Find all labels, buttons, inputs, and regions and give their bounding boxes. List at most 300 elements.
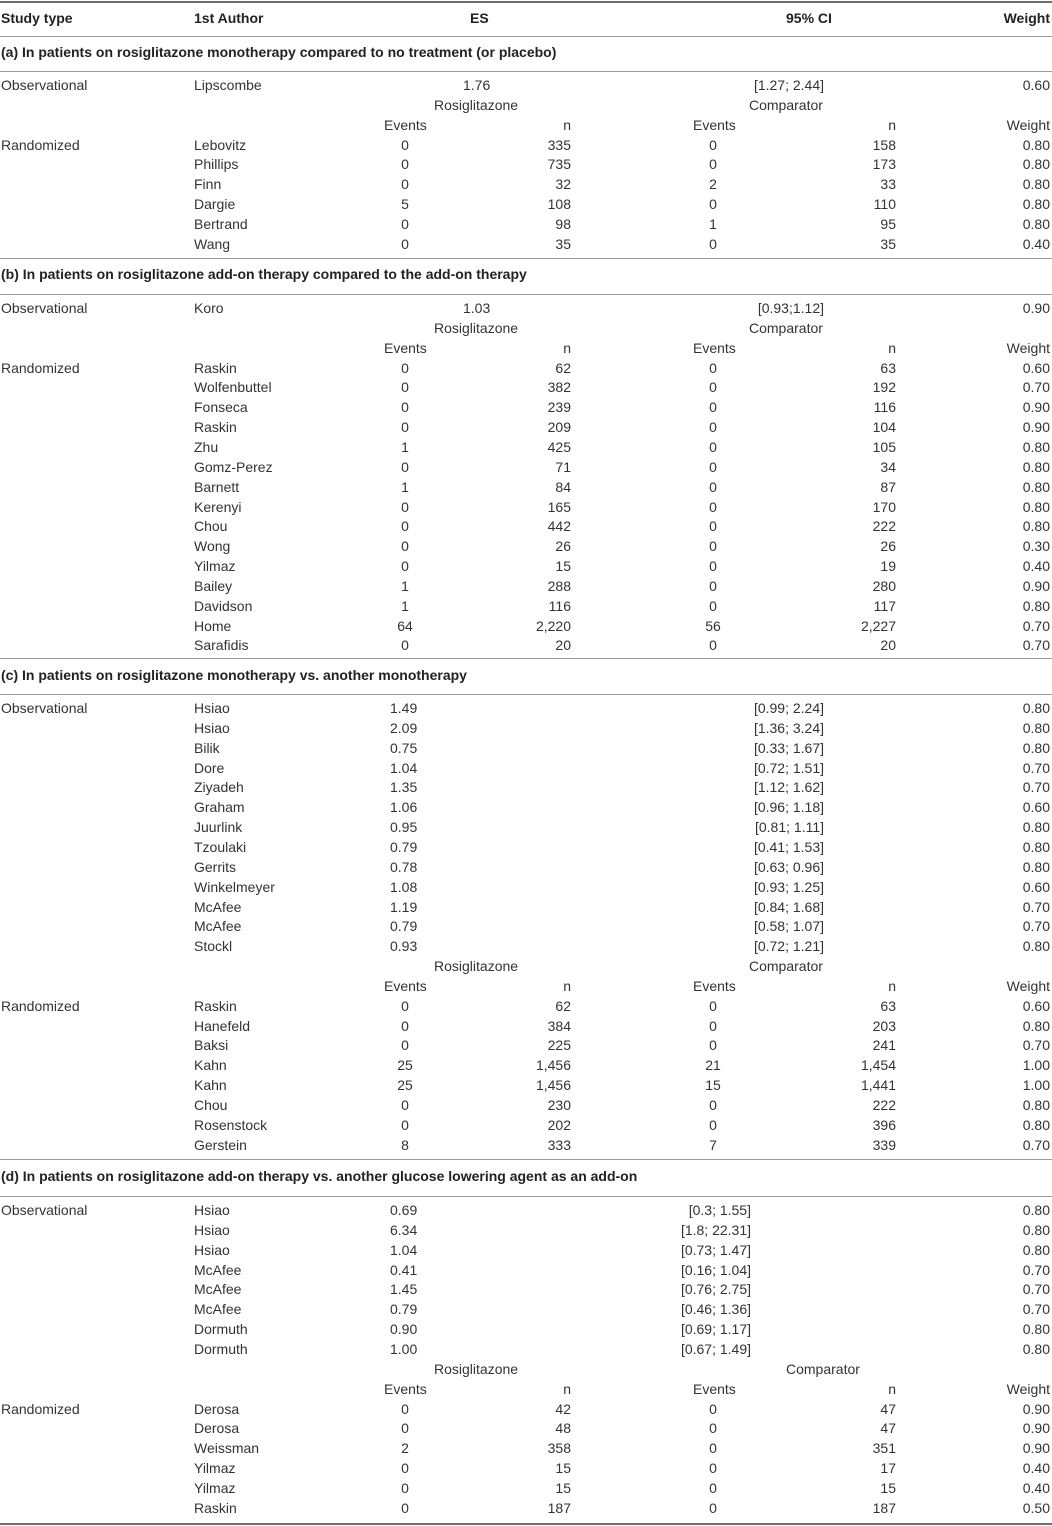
- ci-cell: [0.3; 1.55]: [688, 1202, 751, 1218]
- weight-cell: 0.80: [1022, 1202, 1050, 1218]
- author-cell: Gerrits: [194, 858, 236, 875]
- table-row: [0, 195, 1052, 215]
- comparator-n-cell: 110: [873, 196, 896, 213]
- es-cell: 1.00: [390, 1340, 418, 1357]
- comparator-n-cell: 1,454: [860, 1057, 896, 1074]
- weight-cell: 0.90: [1022, 419, 1050, 436]
- ci-cell: [1.12; 1.62]: [753, 779, 824, 796]
- author-cell: Kerenyi: [194, 498, 242, 515]
- column-subheading-row: [0, 116, 1052, 136]
- rosiglitazone-n-cell: 116: [548, 597, 571, 614]
- comparator-n-cell: 2,227: [860, 617, 896, 634]
- n-label: n: [888, 116, 896, 133]
- weight-cell: 0.40: [1022, 1460, 1050, 1477]
- weight-cell: 0.80: [1022, 938, 1050, 955]
- ci-cell: [0.69; 1.17]: [680, 1321, 751, 1338]
- section-title: (a) In patients on rosiglitazone monotherapy compared to no treatment (or placebo): [1, 44, 557, 60]
- author-cell: Kahn: [194, 1057, 227, 1074]
- comparator-n-cell: 117: [873, 597, 896, 614]
- comparator-events-cell: 0: [709, 419, 717, 436]
- comparator-label: Comparator: [749, 958, 823, 975]
- rosiglitazone-events-cell: 5: [401, 196, 409, 213]
- rosiglitazone-n-cell: 187: [547, 1499, 571, 1516]
- ci-cell: [0.93; 1.25]: [753, 878, 824, 895]
- table-row: [0, 636, 1052, 656]
- table-row: [0, 1056, 1052, 1076]
- n-label: n: [888, 1380, 896, 1397]
- weight-cell: 0.70: [1022, 1037, 1050, 1054]
- table-row: [0, 1201, 1052, 1221]
- author-cell: Finn: [194, 176, 222, 193]
- rosiglitazone-events-cell: 0: [401, 235, 409, 252]
- rosiglitazone-events-cell: 0: [401, 1499, 409, 1516]
- weight-cell: 0.80: [1022, 176, 1050, 193]
- table-row: [0, 1241, 1052, 1261]
- weight-cell: 0.80: [1022, 597, 1050, 614]
- author-cell: Yilmaz: [194, 1479, 236, 1496]
- table-row: [0, 136, 1052, 156]
- comparator-events-cell: 21: [705, 1057, 721, 1074]
- ci-cell: [0.73; 1.47]: [680, 1241, 751, 1258]
- rosiglitazone-n-cell: 288: [547, 577, 571, 594]
- rosiglitazone-events-cell: 64: [397, 617, 413, 634]
- ci-cell: [0.58; 1.07]: [753, 918, 824, 935]
- table-rule: [0, 294, 1052, 295]
- table-row: [0, 498, 1052, 518]
- column-subheading-row: [0, 1380, 1052, 1400]
- weight-cell: 0.80: [1022, 1017, 1050, 1034]
- author-cell: McAfee: [194, 918, 242, 935]
- comparator-events-cell: 0: [709, 235, 717, 252]
- es-cell: 0.90: [390, 1321, 418, 1338]
- rosiglitazone-events-cell: 1: [401, 478, 409, 495]
- comparator-events-cell: 0: [709, 1017, 717, 1034]
- table-row: [0, 235, 1052, 255]
- es-cell: 2.09: [390, 719, 418, 736]
- rosiglitazone-events-cell: 0: [401, 1017, 409, 1034]
- ci-cell: [0.41; 1.53]: [753, 838, 824, 855]
- comparator-events-cell: 0: [709, 1460, 717, 1477]
- n-label: n: [888, 339, 896, 356]
- study-type-label: Randomized: [1, 997, 80, 1014]
- weight-cell: 0.80: [1022, 136, 1050, 153]
- rosiglitazone-n-cell: 165: [547, 498, 571, 515]
- ci-cell: [0.99; 2.24]: [753, 700, 824, 716]
- comparator-n-cell: 280: [872, 577, 896, 594]
- weight-cell: 0.80: [1022, 1340, 1050, 1357]
- table-rule: [0, 1196, 1052, 1197]
- author-cell: Baksi: [194, 1037, 229, 1054]
- group-heading-row: [0, 96, 1052, 116]
- comparator-n-cell: 396: [872, 1116, 896, 1133]
- table-row: [0, 739, 1052, 759]
- rosiglitazone-events-cell: 0: [401, 215, 409, 232]
- rosiglitazone-events-cell: 0: [401, 1037, 409, 1054]
- ci-cell: [0.33; 1.67]: [753, 739, 824, 756]
- rosiglitazone-n-cell: 20: [555, 637, 571, 654]
- author-cell: Hsiao: [194, 1221, 230, 1238]
- ci-cell: [1.27; 2.44]: [753, 77, 824, 93]
- author-cell: Gomz-Perez: [194, 458, 273, 475]
- comparator-n-cell: 17: [880, 1460, 896, 1477]
- table-row: [0, 1320, 1052, 1340]
- author-cell: Phillips: [194, 156, 239, 173]
- events-label: Events: [384, 977, 427, 994]
- table-row: [0, 438, 1052, 458]
- table-row: [0, 1017, 1052, 1037]
- rosiglitazone-events-cell: 0: [401, 1420, 409, 1437]
- table-row: [0, 359, 1052, 379]
- comparator-n-cell: 63: [880, 997, 896, 1014]
- rosiglitazone-events-cell: 25: [397, 1077, 413, 1094]
- es-cell: 1.06: [390, 799, 418, 816]
- es-cell: 0.79: [390, 918, 418, 935]
- rosiglitazone-n-cell: 333: [547, 1136, 571, 1153]
- group-heading-row: [0, 1360, 1052, 1380]
- study-type-label: Randomized: [1, 136, 80, 153]
- weight-cell: 0.90: [1022, 1440, 1050, 1457]
- author-cell: Lipscombe: [194, 77, 262, 93]
- ci-cell: [0.72; 1.51]: [753, 759, 824, 776]
- table-rule: [0, 1523, 1052, 1525]
- table-row: [0, 917, 1052, 937]
- es-cell: 0.93: [390, 938, 418, 955]
- author-cell: Raskin: [194, 359, 237, 376]
- author-cell: Yilmaz: [194, 1460, 236, 1477]
- section-title: (b) In patients on rosiglitazone add-on therapy compared to the add-on therapy: [1, 266, 527, 282]
- author-cell: Juurlink: [194, 819, 243, 836]
- comparator-n-cell: 173: [872, 156, 896, 173]
- author-cell: Hsiao: [194, 1202, 230, 1218]
- author-cell: Fonseca: [194, 399, 248, 416]
- comparator-label: Comparator: [749, 319, 823, 336]
- comparator-events-cell: 1: [709, 215, 717, 232]
- table-rule: [0, 36, 1052, 37]
- author-cell: Winkelmeyer: [194, 878, 275, 895]
- table-row: [0, 155, 1052, 175]
- es-cell: 0.78: [390, 858, 418, 875]
- weight-cell: 0.80: [1022, 700, 1050, 716]
- table-row: [0, 1036, 1052, 1056]
- table-rule: [0, 658, 1052, 659]
- table-row: [0, 299, 1052, 319]
- author-cell: Ziyadeh: [194, 779, 244, 796]
- es-cell: 0.69: [390, 1202, 418, 1218]
- table-row: [0, 1479, 1052, 1499]
- weight-cell: 0.40: [1022, 235, 1050, 252]
- ci-cell: [0.16; 1.04]: [680, 1261, 751, 1278]
- weight-label: Weight: [1006, 116, 1050, 133]
- header-ci: 95% CI: [786, 10, 832, 26]
- comparator-events-cell: 15: [705, 1077, 721, 1094]
- comparator-n-cell: 35: [880, 235, 896, 252]
- comparator-events-cell: 0: [709, 1400, 717, 1417]
- table-rule: [0, 258, 1052, 259]
- comparator-n-cell: 63: [880, 359, 896, 376]
- table-rule: [0, 1, 1052, 3]
- weight-cell: 0.70: [1022, 1261, 1050, 1278]
- rosiglitazone-events-cell: 0: [401, 379, 409, 396]
- weight-cell: 0.90: [1022, 399, 1050, 416]
- weight-cell: 0.80: [1022, 1241, 1050, 1258]
- es-cell: 0.79: [390, 1301, 418, 1318]
- author-cell: McAfee: [194, 1261, 242, 1278]
- study-type-label: Observational: [1, 300, 88, 316]
- table-row: [0, 878, 1052, 898]
- table-row: [0, 398, 1052, 418]
- comparator-events-cell: 0: [709, 1479, 717, 1496]
- comparator-events-cell: 0: [709, 1420, 717, 1437]
- n-label: n: [563, 339, 571, 356]
- ci-cell: [0.63; 0.96]: [753, 858, 824, 875]
- events-label: Events: [693, 339, 736, 356]
- table-row: [0, 617, 1052, 637]
- author-cell: Derosa: [194, 1400, 240, 1417]
- weight-label: Weight: [1006, 977, 1050, 994]
- table-row: [0, 76, 1052, 96]
- rosiglitazone-n-cell: 62: [555, 359, 571, 376]
- rosiglitazone-n-cell: 384: [547, 1017, 571, 1034]
- comparator-n-cell: 241: [872, 1037, 896, 1054]
- weight-cell: 0.80: [1022, 196, 1050, 213]
- weight-cell: 0.80: [1022, 1221, 1050, 1238]
- rosiglitazone-n-cell: 358: [547, 1440, 571, 1457]
- table-row: [0, 1116, 1052, 1136]
- rosiglitazone-events-cell: 1: [401, 577, 409, 594]
- comparator-n-cell: 104: [872, 419, 896, 436]
- es-cell: 0.75: [390, 739, 418, 756]
- events-label: Events: [693, 977, 736, 994]
- table-row: [0, 1136, 1052, 1156]
- table-row: [0, 838, 1052, 858]
- rosiglitazone-n-cell: 32: [555, 176, 571, 193]
- weight-cell: 0.50: [1022, 1499, 1050, 1516]
- weight-cell: 0.80: [1022, 819, 1050, 836]
- comparator-events-cell: 0: [709, 637, 717, 654]
- events-label: Events: [384, 116, 427, 133]
- author-cell: McAfee: [194, 1301, 242, 1318]
- comparator-n-cell: 47: [880, 1400, 896, 1417]
- comparator-n-cell: 187: [872, 1499, 896, 1516]
- comparator-n-cell: 116: [873, 399, 896, 416]
- header-weight: Weight: [1003, 10, 1050, 26]
- weight-cell: 0.80: [1022, 156, 1050, 173]
- author-cell: Hsiao: [194, 719, 230, 736]
- comparator-events-cell: 0: [709, 478, 717, 495]
- author-cell: Raskin: [194, 419, 237, 436]
- es-cell: 1.08: [390, 878, 418, 895]
- table-row: [0, 215, 1052, 235]
- ci-cell: [0.84; 1.68]: [753, 898, 824, 915]
- table-row: [0, 997, 1052, 1017]
- rosiglitazone-events-cell: 0: [401, 136, 409, 153]
- table-rule: [0, 71, 1052, 72]
- table-row: [0, 1400, 1052, 1420]
- rosiglitazone-events-cell: 0: [401, 637, 409, 654]
- comparator-events-cell: 0: [709, 577, 717, 594]
- rosiglitazone-n-cell: 84: [555, 478, 571, 495]
- comparator-events-cell: 0: [709, 1440, 717, 1457]
- comparator-events-cell: 0: [709, 597, 717, 614]
- rosiglitazone-events-cell: 1: [401, 438, 409, 455]
- weight-cell: 0.80: [1022, 498, 1050, 515]
- comparator-n-cell: 20: [880, 637, 896, 654]
- comparator-events-cell: 0: [709, 1116, 717, 1133]
- weight-cell: 0.80: [1022, 458, 1050, 475]
- weight-cell: 0.70: [1022, 759, 1050, 776]
- comparator-n-cell: 203: [872, 1017, 896, 1034]
- es-cell: 0.41: [390, 1261, 418, 1278]
- ci-cell: [1.8; 22.31]: [680, 1221, 751, 1238]
- rosiglitazone-events-cell: 0: [401, 359, 409, 376]
- rosiglitazone-n-cell: 15: [555, 558, 571, 575]
- author-cell: Lebovitz: [194, 136, 247, 153]
- ci-cell: [0.96; 1.18]: [753, 799, 824, 816]
- author-cell: Gerstein: [194, 1136, 247, 1153]
- table-row: [0, 537, 1052, 557]
- comparator-n-cell: 222: [872, 518, 896, 535]
- table-row: [0, 1300, 1052, 1320]
- es-cell: 0.95: [390, 819, 418, 836]
- table-row: [0, 937, 1052, 957]
- header-first-author: 1st Author: [194, 10, 264, 26]
- comparator-events-cell: 0: [709, 1499, 717, 1516]
- es-cell: 1.03: [463, 300, 491, 316]
- table-row: [0, 1439, 1052, 1459]
- weight-cell: 1.00: [1022, 1077, 1050, 1094]
- es-cell: 0.79: [390, 838, 418, 855]
- rosiglitazone-events-cell: 0: [401, 518, 409, 535]
- comparator-events-cell: 0: [709, 379, 717, 396]
- study-type-label: Observational: [1, 700, 88, 716]
- rosiglitazone-events-cell: 0: [401, 997, 409, 1014]
- table-row: [0, 577, 1052, 597]
- comparator-events-cell: 0: [709, 538, 717, 555]
- rosiglitazone-n-cell: 1,456: [535, 1057, 571, 1074]
- weight-cell: 0.80: [1022, 1097, 1050, 1113]
- author-cell: Dormuth: [194, 1321, 248, 1338]
- author-cell: Kahn: [194, 1077, 227, 1094]
- rosiglitazone-label: Rosiglitazone: [434, 1360, 519, 1377]
- weight-cell: 0.80: [1022, 1321, 1050, 1338]
- comparator-events-cell: 0: [709, 399, 717, 416]
- comparator-n-cell: 87: [880, 478, 896, 495]
- author-cell: Wong: [194, 538, 231, 555]
- n-label: n: [563, 116, 571, 133]
- author-cell: Dore: [194, 759, 225, 776]
- comparator-events-cell: 0: [709, 438, 717, 455]
- weight-cell: 0.30: [1022, 538, 1050, 555]
- table-row: [0, 1280, 1052, 1300]
- header-es: ES: [470, 10, 489, 26]
- study-type-label: Randomized: [1, 1400, 80, 1417]
- ci-cell: [0.67; 1.49]: [680, 1340, 751, 1357]
- table-row: [0, 898, 1052, 918]
- author-cell: Yilmaz: [194, 558, 236, 575]
- ci-cell: [1.36; 3.24]: [753, 719, 824, 736]
- table-row: [0, 1499, 1052, 1519]
- weight-cell: 0.90: [1022, 1420, 1050, 1437]
- weight-cell: 0.80: [1022, 1116, 1050, 1133]
- comparator-events-cell: 0: [709, 156, 717, 173]
- weight-cell: 0.60: [1022, 878, 1050, 895]
- column-subheading-row: [0, 977, 1052, 997]
- table-row: [0, 1261, 1052, 1281]
- table-row: [0, 818, 1052, 838]
- author-cell: Stockl: [194, 938, 233, 955]
- comparator-n-cell: 34: [880, 458, 896, 475]
- table-row: [0, 517, 1052, 537]
- weight-cell: 0.80: [1022, 438, 1050, 455]
- es-cell: 1.45: [390, 1281, 418, 1298]
- table-row: [0, 1076, 1052, 1096]
- author-cell: Dargie: [194, 196, 236, 213]
- study-type-label: Randomized: [1, 359, 80, 376]
- table-row: [0, 378, 1052, 398]
- table-row: [0, 175, 1052, 195]
- weight-cell: 0.90: [1022, 300, 1050, 316]
- author-cell: Rosenstock: [194, 1116, 268, 1133]
- weight-cell: 0.60: [1022, 359, 1050, 376]
- rosiglitazone-n-cell: 735: [547, 156, 571, 173]
- ci-cell: [0.81; 1.11]: [754, 819, 824, 836]
- header-study-type: Study type: [1, 10, 73, 26]
- comparator-n-cell: 95: [880, 215, 896, 232]
- es-cell: 1.19: [390, 898, 418, 915]
- rosiglitazone-events-cell: 0: [401, 1460, 409, 1477]
- comparator-label: Comparator: [786, 1360, 860, 1377]
- rosiglitazone-events-cell: 25: [397, 1057, 413, 1074]
- weight-cell: 0.90: [1022, 1400, 1050, 1417]
- table-row: [0, 1459, 1052, 1479]
- author-cell: McAfee: [194, 1281, 242, 1298]
- rosiglitazone-n-cell: 2,220: [535, 617, 571, 634]
- weight-cell: 0.70: [1022, 1136, 1050, 1153]
- es-cell: 1.04: [390, 1241, 418, 1258]
- rosiglitazone-n-cell: 98: [555, 215, 571, 232]
- weight-cell: 0.80: [1022, 518, 1050, 535]
- es-cell: 1.49: [390, 700, 418, 716]
- rosiglitazone-n-cell: 108: [547, 196, 571, 213]
- weight-cell: 1.00: [1022, 1057, 1050, 1074]
- comparator-n-cell: 47: [880, 1420, 896, 1437]
- author-cell: Bilik: [194, 739, 220, 756]
- weight-cell: 0.60: [1022, 997, 1050, 1014]
- rosiglitazone-events-cell: 0: [401, 538, 409, 555]
- rosiglitazone-n-cell: 48: [555, 1420, 571, 1437]
- rosiglitazone-label: Rosiglitazone: [434, 958, 519, 975]
- table-row: [0, 759, 1052, 779]
- section-title: (d) In patients on rosiglitazone add-on therapy vs. another glucose lowering agent as an add-on: [1, 1168, 638, 1184]
- weight-cell: 0.70: [1022, 898, 1050, 915]
- rosiglitazone-n-cell: 62: [555, 997, 571, 1014]
- author-cell: Chou: [194, 1097, 228, 1113]
- table-row: [0, 798, 1052, 818]
- author-cell: Bertrand: [194, 215, 248, 232]
- weight-cell: 0.40: [1022, 558, 1050, 575]
- rosiglitazone-n-cell: 15: [555, 1460, 571, 1477]
- author-cell: Graham: [194, 799, 245, 816]
- study-type-label: Observational: [1, 1202, 88, 1218]
- ci-cell: [0.76; 2.75]: [680, 1281, 751, 1298]
- comparator-events-cell: 2: [709, 176, 717, 193]
- rosiglitazone-n-cell: 230: [547, 1097, 571, 1113]
- rosiglitazone-n-cell: 209: [547, 419, 571, 436]
- table-row: [0, 719, 1052, 739]
- author-cell: Sarafidis: [194, 637, 249, 654]
- comparator-events-cell: 0: [709, 518, 717, 535]
- rosiglitazone-events-cell: 0: [401, 1400, 409, 1417]
